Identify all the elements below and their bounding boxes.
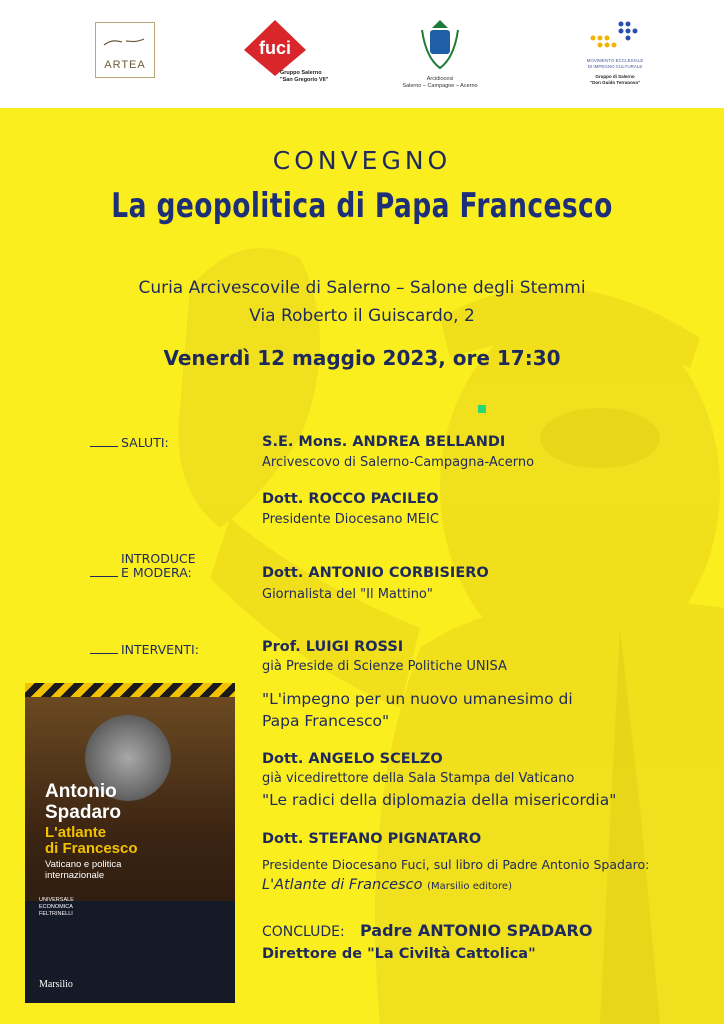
speaker-role: Arcivescovo di Salerno-Campagna-Acerno (262, 455, 535, 470)
closing-speaker-name: Padre ANTONIO SPADARO (360, 921, 593, 940)
modera-label (90, 552, 196, 580)
speaker-name: S.E. Mons. ANDREA BELLANDI (262, 434, 506, 450)
moderator-name: Dott. ANTONIO CORBISIERO (262, 565, 489, 581)
speaker-name: Dott. ANGELO SCELZO (262, 751, 443, 767)
talk-title (262, 688, 573, 732)
book-reference (262, 874, 512, 898)
saluti-label-text: SALUTI: (121, 435, 169, 450)
label-rule (90, 653, 118, 654)
book-series (39, 897, 74, 918)
fuci-emblem-icon (240, 18, 310, 78)
label-rule (90, 576, 118, 577)
speaker-role: Presidente Diocesano Fuci, sul libro di Padre Antonio Spadaro: (262, 857, 650, 872)
address-line: Via Roberto il Guiscardo, 2 (249, 306, 475, 326)
artea-logo-text: ARTEA (104, 59, 146, 71)
interventi-label (90, 643, 199, 657)
book-publisher: Marsilio (39, 979, 73, 990)
book-title (45, 825, 138, 857)
meic-tag-line: DI IMPEGNO CULTURALE (587, 63, 643, 69)
hands-icon (102, 31, 146, 51)
speaker-role: già Preside di Scienze Politiche UNISA (262, 659, 507, 674)
talk-title-line: "L'impegno per un nuovo umanesimo di (262, 690, 573, 708)
speaker-role: già vicedirettore della Sala Stampa del Vaticano (262, 771, 575, 786)
book-author-line: Antonio (45, 781, 117, 802)
meic-logo-group (578, 74, 652, 85)
book-subtitle (45, 859, 121, 881)
diocesi-tag-line: Salerno – Campagne – Acerno (402, 83, 478, 89)
book-series-line: UNIVERSALE (39, 897, 74, 903)
speaker-name: Prof. LUIGI ROSSI (262, 639, 404, 655)
book-cover-image (25, 683, 235, 1003)
speaker-role: Presidente Diocesano MEIC (262, 512, 439, 527)
fuci-tag-line: Gruppo Salerno (280, 70, 322, 76)
diocesi-logo-tag (395, 76, 485, 90)
meic-group-line: "Don Guido Terranova" (590, 79, 640, 85)
fuci-logo (240, 18, 336, 88)
book-series-line: FELTRINELLI (39, 911, 73, 917)
event-title: La geopolitica di Papa Francesco (111, 186, 613, 226)
talk-title: "Le radici della diplomazia della misericordia" (262, 791, 617, 809)
saluti-label (90, 436, 169, 450)
moderator-role: Giornalista del "Il Mattino" (262, 587, 433, 602)
green-dot-marker (478, 405, 486, 413)
book-reference-publisher: (Marsilio editore) (427, 881, 512, 892)
artea-logo (95, 22, 155, 78)
modera-label-text: E MODERA: (121, 565, 192, 580)
venue-line: Curia Arcivescovile di Salerno – Salone degli Stemmi (138, 278, 586, 298)
coat-of-arms-icon (420, 18, 460, 70)
interventi-label-text: INTERVENTI: (121, 642, 199, 657)
book-subtitle-line: Vaticano e politica (45, 859, 122, 870)
hazard-stripe (25, 683, 235, 697)
meic-logo (578, 18, 652, 88)
book-author (45, 781, 121, 823)
modera-label-line: INTRODUCE (121, 551, 196, 566)
speaker-name: Dott. ROCCO PACILEO (262, 491, 439, 507)
event-kicker: CONVEGNO (272, 146, 452, 175)
conclude-label: CONCLUDE: (262, 924, 345, 940)
logo-bar (0, 0, 724, 108)
diocesi-logo (395, 18, 485, 93)
modera-label-line-2 (90, 566, 196, 580)
fuci-wordmark: fuci (258, 38, 292, 58)
fuci-tag-line: "San Gregorio VII" (280, 77, 329, 83)
label-rule (90, 446, 118, 447)
talk-title-line: Papa Francesco" (262, 712, 390, 730)
book-reference-title: L'Atlante di Francesco (262, 877, 423, 893)
book-author-line: Spadaro (45, 802, 122, 823)
closing-speaker-role: Direttore de "La Civiltà Cattolica" (262, 946, 536, 962)
meic-logo-tag (578, 58, 652, 69)
diocesi-tag-line: Arcidiocesi (426, 76, 454, 82)
book-title-line: L'atlante (45, 824, 107, 841)
book-subtitle-line: internazionale (45, 870, 105, 881)
meic-group-line: Gruppo di Salerno (595, 74, 635, 79)
book-title-line: di Francesco (45, 840, 138, 857)
speaker-name: Dott. STEFANO PIGNATARO (262, 831, 482, 847)
meic-dots-icon (585, 18, 645, 54)
book-series-line: ECONOMICA (39, 904, 73, 910)
event-date: Venerdì 12 maggio 2023, ore 17:30 (163, 346, 561, 370)
meic-tag-line: MOVIMENTO ECCLESIALE (586, 58, 644, 63)
fuci-logo-tag (280, 70, 340, 84)
